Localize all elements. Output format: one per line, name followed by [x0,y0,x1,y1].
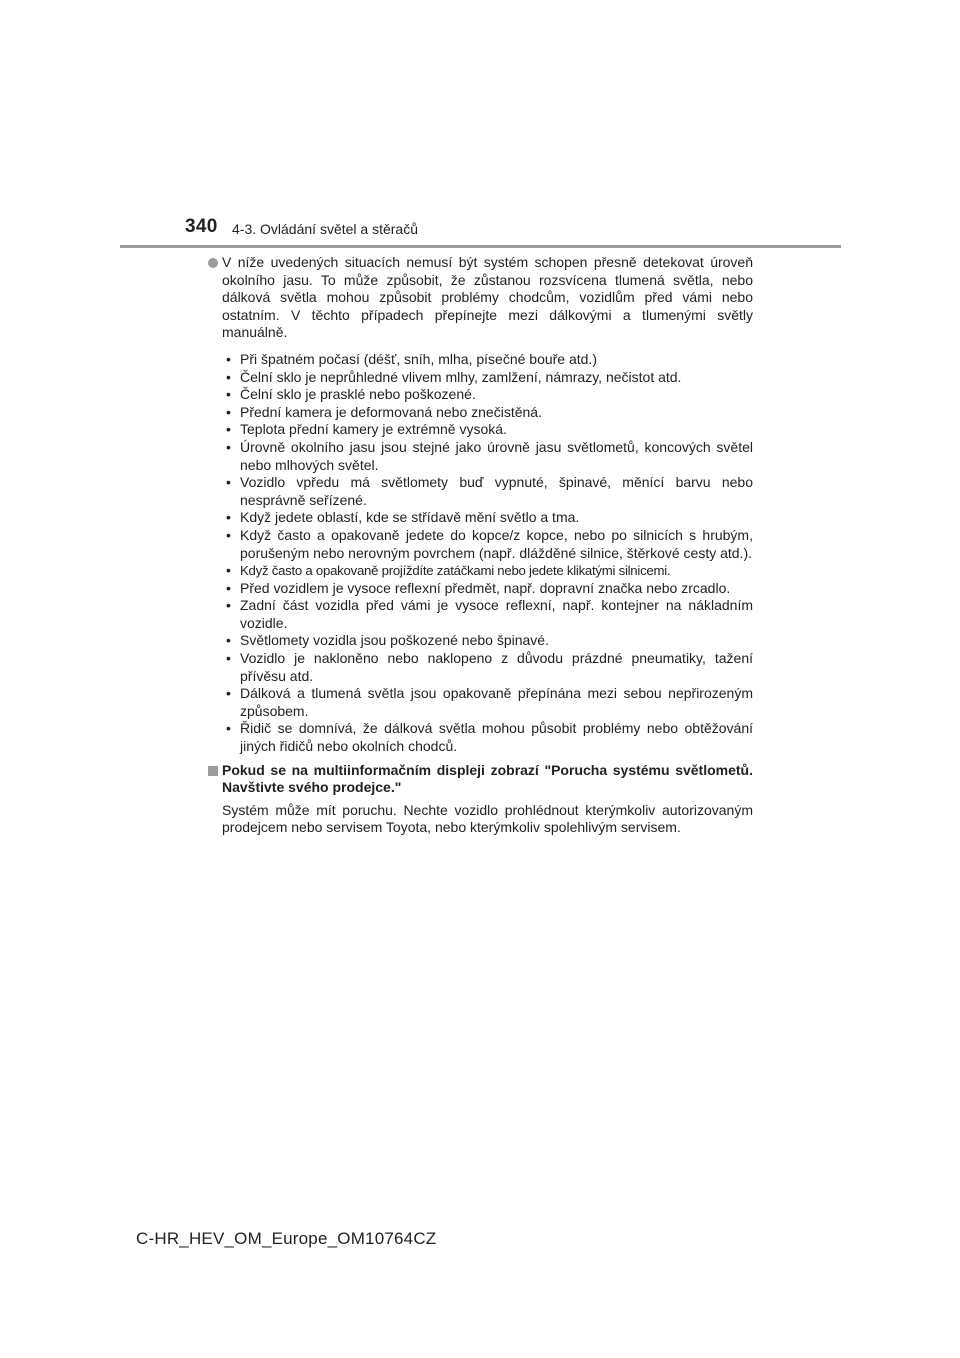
list-item: • Teplota přední kamery je extrémně vysoká. [226,421,507,438]
list-item: • Při špatném počasí (déšť, sníh, mlha, písečné bouře atd.) [226,350,597,367]
bullet-icon: • [226,438,231,455]
list-item: • Čelní sklo je prasklé nebo poškozené. [226,386,476,403]
intro-text: V níže uvedených situacích nemusí být systém schopen přesně detekovat úroveň okolního jasu. To může způsobit, že zůstanou rozsvícena tlumená světla, nebo dálková světla mohou způsobit problémy chodcům, vozidlům před vámi nebo ostatním. V těchto případech přepínejte mezi dálkovými a tlumenými světly manuálně. [222,254,753,341]
bullet-icon: • [226,562,231,579]
list-item: • Když často a opakovaně jedete do kopce/z kopce, nebo po silnicích s hrubým, porušeným nebo nerovným povrchem (např. dlážděné silnice, štěrkové cesty atd.). [226,526,753,561]
page-content [208,254,753,837]
bullet-icon: • [226,650,231,667]
bullet-icon: • [226,403,231,420]
list-item: • Když často a opakovaně projíždíte zatáčkami nebo jedete klikatými silnicemi. [226,562,671,579]
warning-body: Systém může mít poruchu. Nechte vozidlo prohlédnout kterýmkoliv autorizovaným prodejcem nebo servisem Toyota, nebo kterýmkoliv spolehlivým servisem. [222,801,753,836]
bullet-icon: • [226,509,231,526]
bullet-icon: • [226,720,231,737]
bullet-icon: • [226,579,231,596]
bullet-icon: • [226,368,231,385]
list-item: • Přední kamera je deformovaná nebo znečistěná. [226,403,542,420]
document-id: C-HR_HEV_OM_Europe_OM10764CZ [136,1229,437,1248]
bullet-icon: • [226,386,231,403]
list-item: • Před vozidlem je vysoce reflexní předmět, např. dopravní značka nebo zrcadlo. [226,579,731,596]
bullet-icon: • [226,685,231,702]
list-item: • Čelní sklo je neprůhledné vlivem mlhy, zamlžení, námrazy, nečistot atd. [226,368,682,385]
list-item: • Řidič se domnívá, že dálková světla mohou působit problémy nebo obtěžování jiných řidičů nebo okolních chodců. [226,720,753,755]
list-item: • Když jedete oblastí, kde se střídavě mění světlo a tma. [226,509,580,526]
warning-heading [208,762,753,797]
bullet-icon: • [226,597,231,614]
header-rule [120,245,841,248]
bullet-icon: • [226,474,231,491]
bullet-icon: • [226,350,231,367]
bullet-icon: • [226,421,231,438]
intro-paragraph [208,254,753,342]
list-item: • Zadní část vozidla před vámi je vysoce reflexní, např. kontejner na nákladním vozidle. [226,597,753,631]
bullet-icon: • [226,526,231,543]
circle-bullet-icon [208,254,222,273]
list-item: • Dálková a tlumená světla jsou opakovaně přepínána mezi sebou nepřirozeným způsobem. [226,685,753,719]
list-item: • Vozidlo vpředu má světlomety buď vypnuté, špinavé, měnící barvu nebo nesprávně seřízené. [226,474,753,508]
situation-list [208,351,753,756]
page-number: 340 [185,216,218,237]
list-item: • Úrovně okolního jasu jsou stejné jako úrovně jasu světlometů, koncových světel nebo mlhových světel. [226,438,753,473]
list-item: • Světlomety vozidla jsou poškozené nebo špinavé. [226,632,549,649]
section-title: 4-3. Ovládání světel a stěračů [232,221,418,237]
bullet-icon: • [226,632,231,649]
square-bullet-icon [208,762,222,781]
list-item: • Vozidlo je nakloněno nebo naklopeno z důvodu prázdné pneumatiky, tažení přívěsu atd. [226,650,753,684]
warning-heading-text: Pokud se na multiinformačním displeji zobrazí "Porucha systému světlometů. Navštivte svého prodejce." [222,761,753,796]
